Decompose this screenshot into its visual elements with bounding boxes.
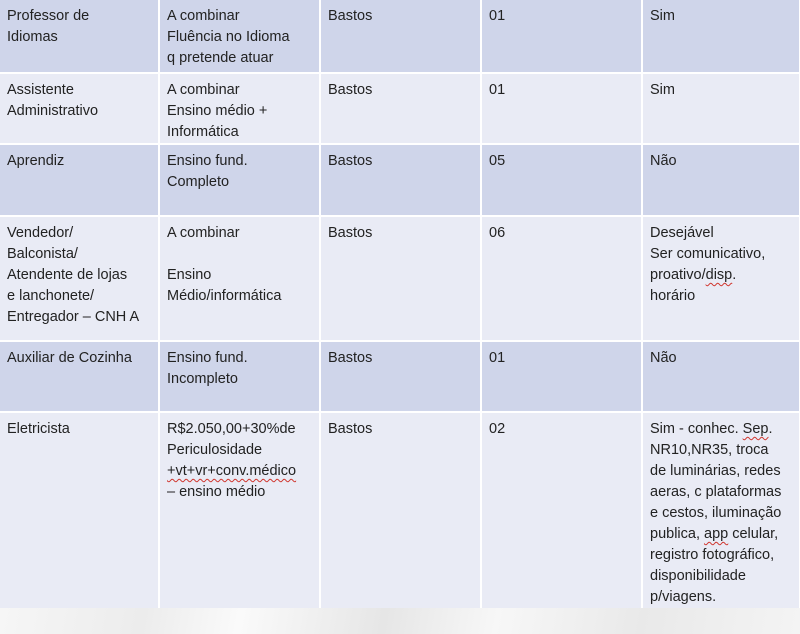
city-cell: Bastos [320,144,481,216]
table-row [0,73,800,144]
requirements-cell: Ensino fund. Completo [159,144,320,216]
table-row [0,341,800,412]
notes-text: Sim - conhec. [650,421,743,437]
spellcheck-flagged-word: +vt+vr+conv.médico [167,463,297,479]
job-title-cell: Auxiliar de Cozinha [0,341,159,412]
spellcheck-flagged-word: disp [705,267,733,283]
table-row [0,0,800,73]
spellcheck-flagged-word: app [704,526,729,542]
notes-cell [642,412,800,612]
job-title-cell: Eletricista [0,412,159,612]
requirements-cell: Ensino fund. Incompleto [159,341,320,412]
openings-cell: 01 [481,73,642,144]
city-cell: Bastos [320,0,481,73]
city-cell: Bastos [320,216,481,341]
requirements-cell: A combinar Ensino médio + Informática [159,73,320,144]
city-cell: Bastos [320,73,481,144]
requirements-cell: A combinar Ensino Médio/informática [159,216,320,341]
job-title-cell: Aprendiz [0,144,159,216]
notes-cell: Não [642,341,800,412]
notes-cell [642,216,800,341]
requirements-cell [159,412,320,612]
job-title-cell: Vendedor/ Balconista/ Atendente de lojas e lanchonete/ Entregador – CNH A [0,216,159,341]
requirements-cell: A combinar Fluência no Idioma q pretende atuar [159,0,320,73]
openings-cell: 01 [481,0,642,73]
city-cell: Bastos [320,341,481,412]
openings-cell: 06 [481,216,642,341]
requirements-text: – ensino médio [167,484,266,500]
openings-cell: 01 [481,341,642,412]
notes-cell: Sim [642,73,800,144]
city-cell: Bastos [320,412,481,612]
job-title-cell: Professor de Idiomas [0,0,159,73]
notes-text: . NR10,NR35, troca de luminárias, redes aeras, c plataformas e cestos, iluminação publica, [650,421,782,542]
spellcheck-flagged-word: Sep [742,421,769,437]
openings-cell: 02 [481,412,642,612]
openings-cell: 05 [481,144,642,216]
table-row [0,144,800,216]
notes-text: Desejável Ser comunicativo, proativo/ [650,225,766,283]
notes-text: celular, registro fotográfico, disponibilidade p/viagens. [650,526,779,605]
notes-cell: Não [642,144,800,216]
slide-footer-background [0,608,800,634]
notes-cell: Sim [642,0,800,73]
table-row [0,216,800,341]
notes-text: . horário [650,267,737,304]
requirements-text: R$2.050,00+30%de Periculosidade [167,421,296,458]
table-row [0,412,800,612]
job-title-cell: Assistente Administrativo [0,73,159,144]
